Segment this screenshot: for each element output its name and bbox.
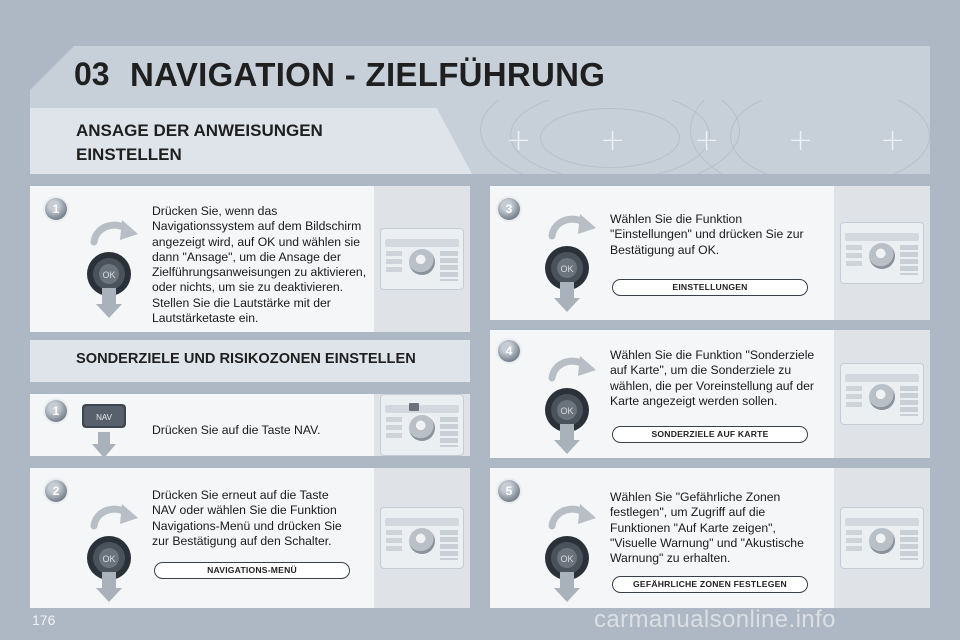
step-instruction: Wählen Sie die Funktion "Sonderziele auf Karte", um die Sonderziele zu wählen, die per Voreinstellung auf der Karte angezeigt werden sollen. [610,348,815,408]
step-panel [30,394,470,456]
step-panel [490,468,930,608]
svg-text:OK: OK [560,554,574,564]
plus-decoration-icon: + [880,123,906,158]
radio-unit-photo [374,186,470,332]
rotary-knob-icon [530,206,606,314]
radio-unit-photo [374,394,470,456]
rotary-knob-icon [72,212,148,320]
rotary-knob-icon [530,496,606,604]
watermark: carmanualsonline.info [594,606,836,633]
radio-unit-photo [834,468,930,608]
radio-unit-photo [834,186,930,320]
step-number-badge: 5 [498,480,520,502]
menu-label-pill: GEFÄHRLICHE ZONEN FESTLEGEN [612,576,808,593]
radio-unit-photo [834,330,930,458]
rotary-knob-icon [72,496,148,604]
step-number-badge: 3 [498,198,520,220]
svg-text:OK: OK [102,554,116,564]
step-instruction: Drücken Sie, wenn das Navigationssystem auf dem Bildschirm angezeigt wird, auf OK und wählen sie dann "Ansage", um die Ansage der Zielführungsanweisungen zu aktivieren, oder nichts, um sie zu deaktivieren. Stellen Sie die Lautstärke mit der Lautstärketaste ein. [152,204,367,326]
step-number-badge: 2 [45,480,67,502]
svg-text:OK: OK [102,270,116,280]
step-number-badge: 4 [498,340,520,362]
menu-label-pill: SONDERZIELE AUF KARTE [612,426,808,443]
plus-decoration-icon: + [694,123,720,158]
step-instruction: Drücken Sie auf die Taste NAV. [152,423,321,437]
section-heading-poi: SONDERZIELE UND RISIKOZONEN EINSTELLEN [30,340,470,382]
step-number-badge: 1 [45,400,67,422]
step-number-badge: 1 [45,198,67,220]
page-number: 176 [32,612,56,628]
nav-button-icon [78,402,130,458]
step-panel [30,468,470,608]
step-panel [490,330,930,458]
plus-decoration-icon: + [506,123,532,158]
menu-label-pill: EINSTELLUNGEN [612,279,808,296]
svg-text:OK: OK [560,406,574,416]
step-instruction: Wählen Sie "Gefährliche Zonen festlegen", um Zugriff auf die Funktionen "Auf Karte zeigen", "Visuelle Warnung" und "Akustische Warnung" zu erhalten. [610,490,804,566]
svg-text:OK: OK [560,264,574,274]
rotary-knob-icon [530,348,606,456]
step-panel [30,186,470,332]
menu-label-pill: NAVIGATIONS-MENÜ [154,562,350,579]
step-instruction: Drücken Sie erneut auf die Taste NAV oder wählen Sie die Funktion Navigations-Menü und drücken Sie zur Bestätigung auf den Schalter. [152,488,342,548]
step-panel [490,186,930,320]
plus-decoration-icon: + [600,123,626,158]
plus-decoration-icon: + [788,123,814,158]
section-title-announce: ANSAGE DER ANWEISUNGEN EINSTELLEN [76,121,323,164]
radio-unit-photo [374,468,470,608]
svg-text:NAV: NAV [96,413,112,422]
step-instruction: Wählen Sie die Funktion "Einstellungen" und drücken Sie zur Bestätigung auf OK. [610,212,804,257]
chapter-number: 03 [74,56,110,92]
chapter-title: NAVIGATION - ZIELFÜHRUNG [130,56,606,93]
